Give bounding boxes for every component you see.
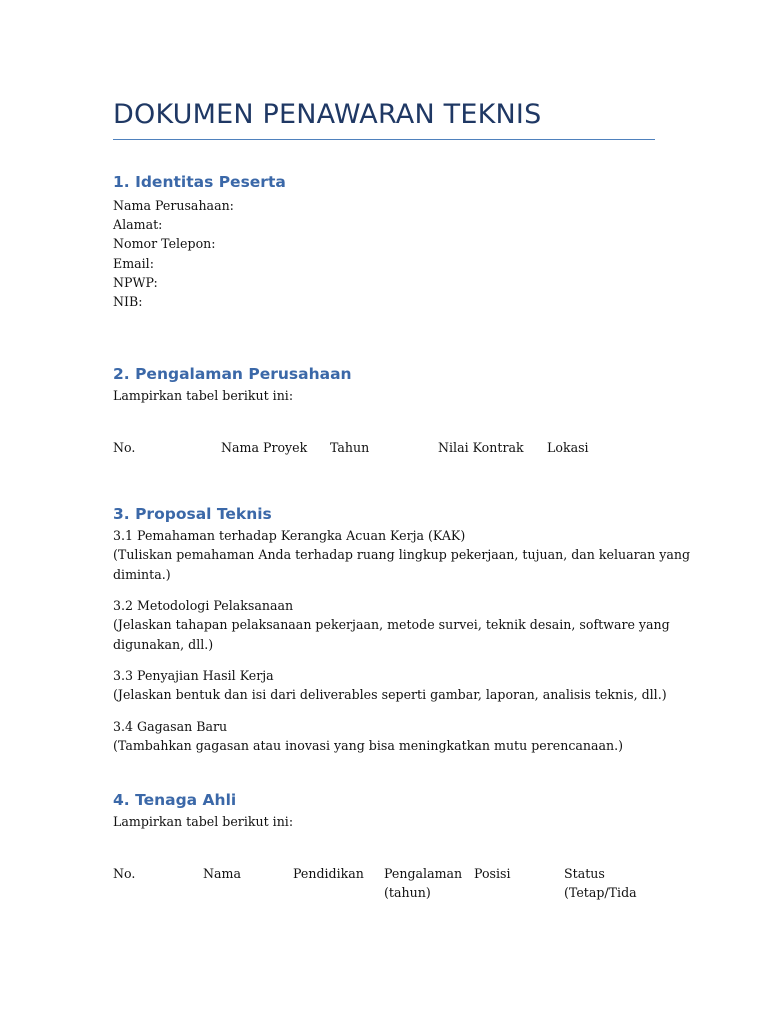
section4-note <box>113 812 658 831</box>
section2-note <box>113 386 658 405</box>
field-alamat: Alamat: <box>113 217 163 233</box>
title-underline <box>113 139 655 140</box>
item-title: 3.2 Metodologi Pelaksanaan <box>113 598 294 613</box>
header-line: Status <box>564 866 605 881</box>
proposal-item-3-4 <box>113 717 658 756</box>
section-heading-tenaga-ahli: 4. Tenaga Ahli <box>113 791 237 809</box>
section-heading-identitas: 1. Identitas Peserta <box>113 173 286 191</box>
item-description-line: (Jelaskan tahapan pelaksanaan pekerjaan, metode survei, teknik desain, software yang <box>113 617 670 633</box>
item-description-line: diminta.) <box>113 566 171 582</box>
note-text: Lampirkan tabel berikut ini: <box>113 814 294 829</box>
identity-fields <box>113 196 658 311</box>
field-nama-perusahaan: Nama Perusahaan: <box>113 198 234 213</box>
column-header-posisi <box>474 864 511 883</box>
header-line: Pendidikan <box>293 866 364 881</box>
column-header-no: No. <box>113 440 136 455</box>
header-line: (Tetap/Tida <box>564 885 637 900</box>
item-description-line: (Jelaskan bentuk dan isi dari deliverables seperti gambar, laporan, analisis teknis, dll.) <box>113 687 667 703</box>
column-header-status <box>564 864 637 902</box>
column-header-no <box>113 864 135 883</box>
item-description-line: (Tambahkan gagasan atau inovasi yang bisa meningkatkan mutu perencanaan.) <box>113 738 624 754</box>
header-line: No. <box>113 866 136 881</box>
section-heading-proposal: 3. Proposal Teknis <box>113 505 272 523</box>
field-nib: NIB: <box>113 294 143 310</box>
proposal-item-3-3 <box>113 666 667 705</box>
column-header-tahun: Tahun <box>330 440 370 455</box>
proposal-item-3-1 <box>113 526 691 584</box>
proposal-item-3-2 <box>113 596 670 654</box>
document-title: DOKUMEN PENAWARAN TEKNIS <box>113 99 542 130</box>
item-title: 3.3 Penyajian Hasil Kerja <box>113 668 274 683</box>
column-header-nama <box>203 864 241 883</box>
note-text: Lampirkan tabel berikut ini: <box>113 388 294 403</box>
column-header-nilai-kontrak: Nilai Kontrak <box>438 440 524 455</box>
item-description-line: (Tuliskan pemahaman Anda terhadap ruang lingkup pekerjaan, tujuan, dan keluaran yang <box>113 547 691 563</box>
header-line: Pengalaman <box>384 866 463 881</box>
item-description-line: digunakan, dll.) <box>113 636 214 652</box>
header-line: Nama <box>203 866 241 881</box>
header-line: Posisi <box>474 866 511 881</box>
item-title: 3.4 Gagasan Baru <box>113 719 228 734</box>
field-email: Email: <box>113 255 154 271</box>
column-header-lokasi: Lokasi <box>547 440 589 455</box>
column-header-nama-proyek: Nama Proyek <box>221 440 308 455</box>
section-heading-pengalaman: 2. Pengalaman Perusahaan <box>113 365 352 383</box>
header-line: (tahun) <box>384 885 431 900</box>
column-header-pengalaman <box>384 864 462 902</box>
column-header-pendidikan <box>293 864 364 883</box>
item-title: 3.1 Pemahaman terhadap Kerangka Acuan Kerja (KAK) <box>113 528 466 543</box>
field-npwp: NPWP: <box>113 274 158 290</box>
field-nomor-telepon: Nomor Telepon: <box>113 236 216 252</box>
